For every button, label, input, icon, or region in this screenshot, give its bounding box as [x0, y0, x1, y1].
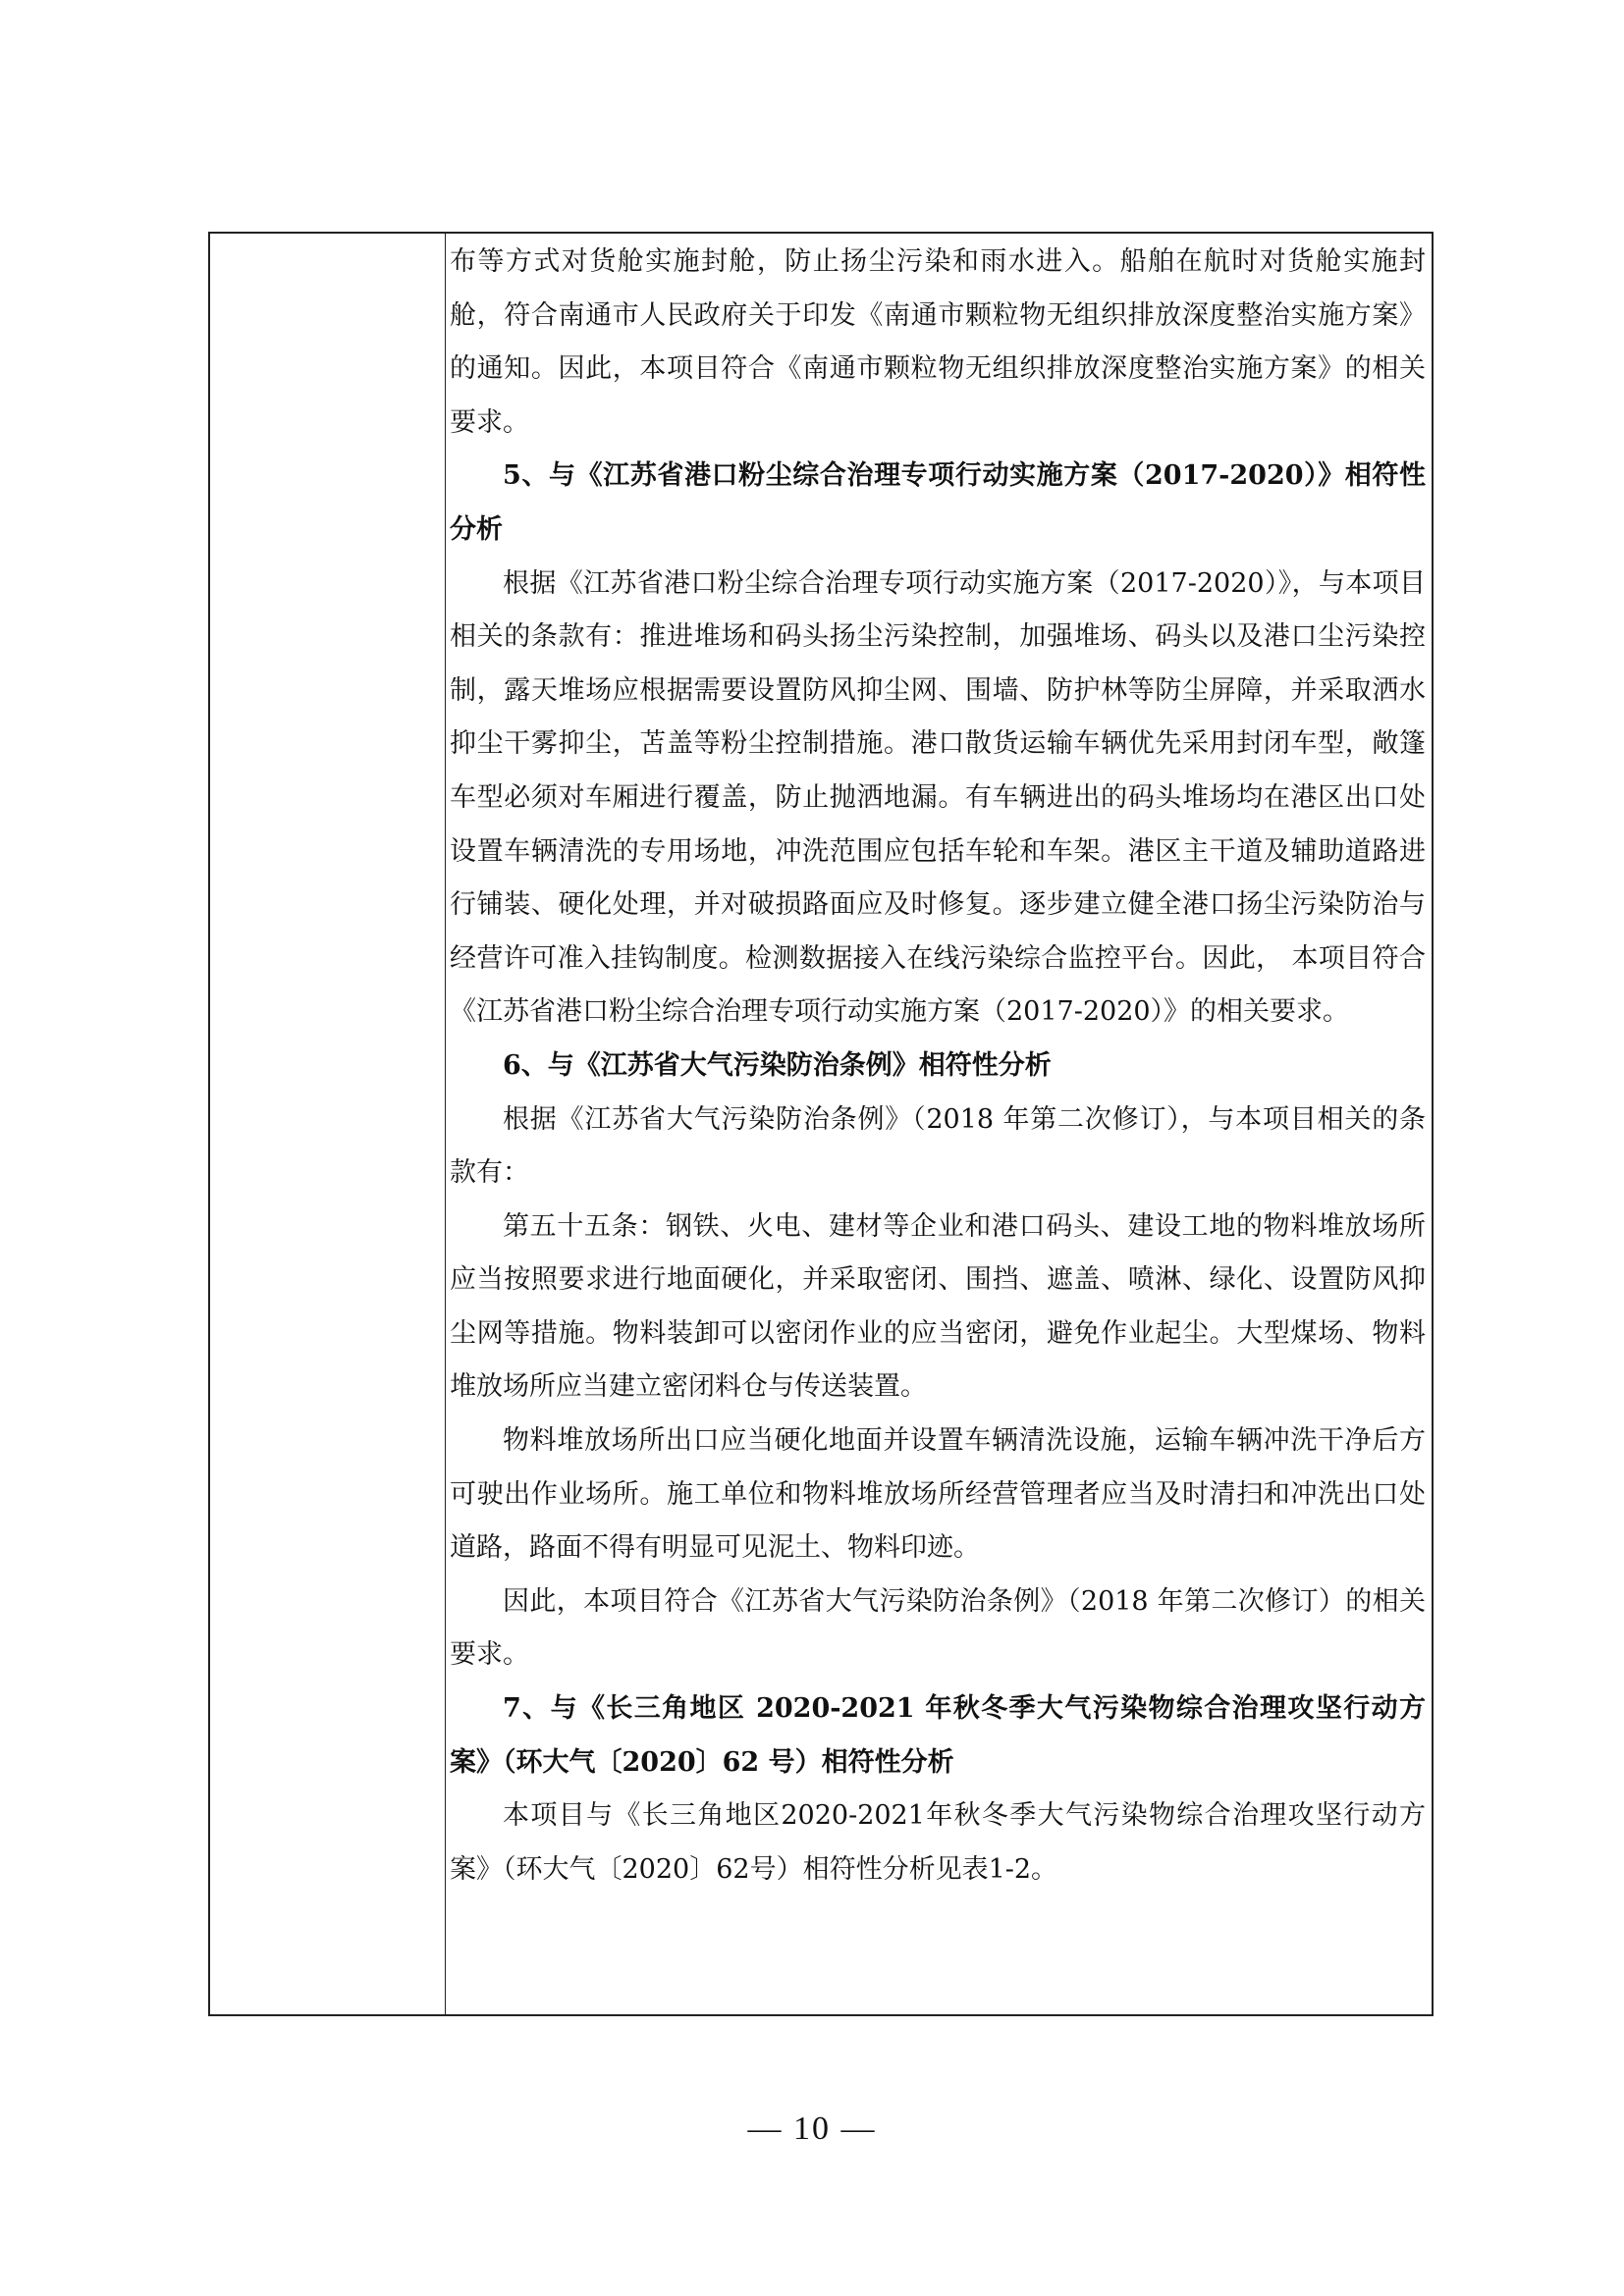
paragraph-continuation: 布等方式对货舱实施封舱，防止扬尘污染和雨水进入。船舶在航时对货舱实施封舱，符合南通市人民政府关于印发《南通市颗粒物无组织排放深度整治实施方案》的通知。因此，本项目符合《南通市颗粒物无组织排放深度整治实施方案》的相关要求。 [450, 246, 1426, 438]
paragraph-article-55: 第五十五条：钢铁、火电、建材等企业和港口码头、建设工地的物料堆放场所应当按照要求进行地面硬化，并采取密闭、围挡、遮盖、喷淋、绿化、设置防风抑尘网等措施。物料装卸可以密闭作业的应当密闭，避免作业起尘。大型煤场、物料堆放场所应当建立密闭料仓与传送装置。 [450, 1210, 1426, 1403]
section-heading-7: 7、与《长三角地区 2020-2021 年秋冬季大气污染物综合治理攻坚行动方案》（环大气〔2020〕62 号）相符性分析 [450, 1693, 1426, 1778]
table-content-cell [450, 234, 1426, 1896]
section-heading-6: 6、与《江苏省大气污染防治条例》相符性分析 [503, 1049, 1052, 1081]
paragraph-section-6-conclusion: 因此，本项目符合《江苏省大气污染防治条例》（2018 年第二次修订）的相关要求。 [450, 1585, 1426, 1671]
paragraph-section-5: 根据《江苏省港口粉尘综合治理专项行动实施方案（2017-2020）》，与本项目相关的条款有：推进堆场和码头扬尘污染控制，加强堆场、码头以及港口尘污染控制，露天堆场应根据需要设置防风抑尘网、围墙、防护林等防尘屏障，并采取洒水抑尘干雾抑尘，苫盖等粉尘控制措施。港口散货运输车辆优先采用封闭车型，敞篷车型必须对车厢进行覆盖，防止抛洒地漏。有车辆进出的码头堆场均在港区出口处设置车辆清洗的专用场地，冲洗范围应包括车轮和车架。港区主干道及辅助道路进行铺装、硬化处理，并对破损路面应及时修复。逐步建立健全港口扬尘污染防治与经营许可准入挂钩制度。检测数据接入在线污染综合监控平台。因此， 本项目符合《江苏省港口粉尘综合治理专项行动实施方案（2017-2020）》的相关要求。 [450, 567, 1426, 1028]
content-table [208, 232, 1434, 2016]
paragraph-section-6-exit: 物料堆放场所出口应当硬化地面并设置车辆清洗设施，运输车辆冲洗干净后方可驶出作业场所。施工单位和物料堆放场所经营管理者应当及时清扫和冲洗出口处道路，路面不得有明显可见泥土、物料印迹。 [450, 1425, 1426, 1564]
section-heading-5: 5、与《江苏省港口粉尘综合治理专项行动实施方案（2017-2020）》相符性分析 [450, 460, 1426, 545]
table-left-cell [210, 234, 446, 2014]
paragraph-section-7: 本项目与《长三角地区2020-2021年秋冬季大气污染物综合治理攻坚行动方案》（环大气〔2020〕62号）相符性分析见表1-2。 [450, 1800, 1426, 1885]
page-number: — 10 — [747, 2110, 877, 2147]
paragraph-section-6-intro: 根据《江苏省大气污染防治条例》（2018 年第二次修订），与本项目相关的条款有： [450, 1103, 1426, 1189]
